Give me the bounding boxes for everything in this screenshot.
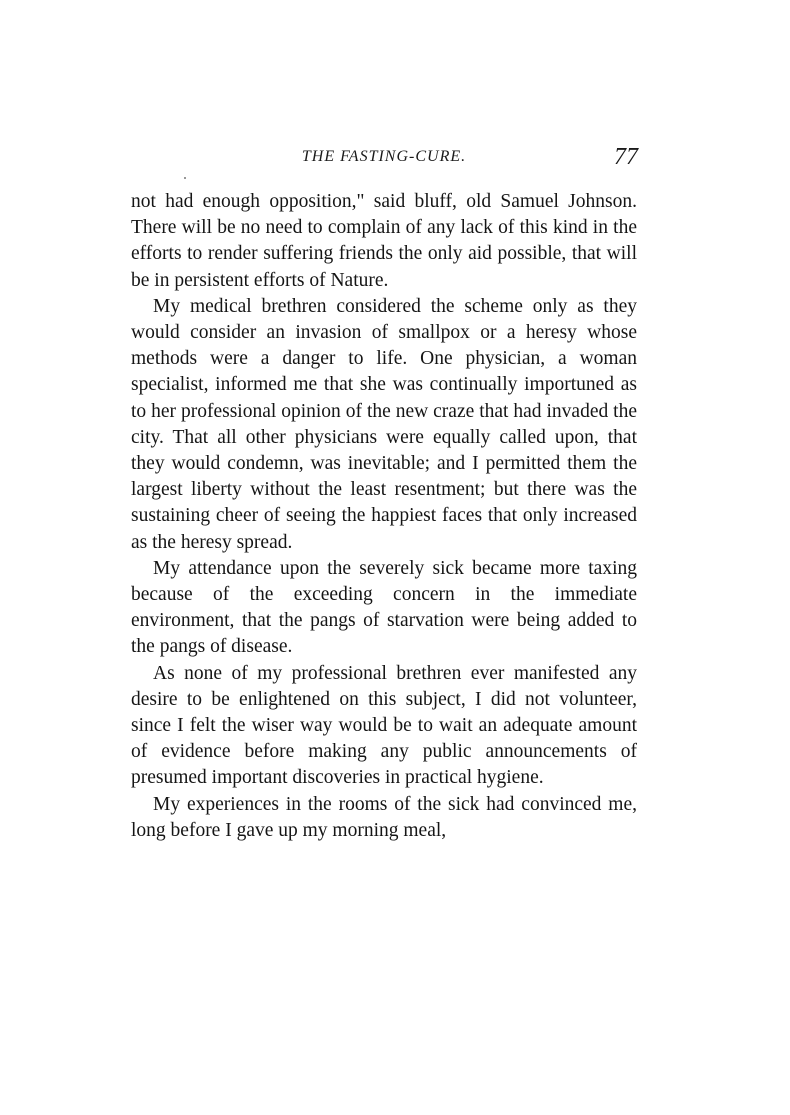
paragraph-attendance: My attendance upon the severely sick became more taxing because of the exceeding concern in the immediate environment, that the pangs of starvation were being added to the pangs of disease. <box>131 557 637 658</box>
running-head <box>130 140 638 174</box>
running-title: THE FASTING-CURE. <box>301 148 467 165</box>
paragraph-medical-brethren: My medical brethren considered the scheme only as they would consider an invasion of smallpox or a heresy whose methods were a danger to life. One physician, a woman specialist, informed me that she was continually importuned as to her professional opinion of the new craze that had invaded the city. That all other physicians were equally called upon, that they would condemn, was inevitable; and I permitted them the largest liberty without the least resentment; but there was the sustaining cheer of seeing the happiest faces that only increased as the heresy spread. <box>131 295 637 553</box>
paragraph-continuation: not had enough opposition," said bluff, old Samuel Johnson. There will be no need to complain of any lack of this kind in the efforts to render suffering friends the only aid possible, that will be in persistent efforts of Nature. <box>131 191 637 291</box>
page-number: 77 <box>614 144 638 170</box>
body-text <box>131 189 637 844</box>
paragraph-experiences: My experiences in the rooms of the sick had convinced me, long before I gave up my morning meal, <box>131 793 637 841</box>
print-speck <box>184 177 186 179</box>
paragraph-none-of-my-brethren: As none of my professional brethren ever manifested any desire to be enlightened on this subject, I did not volunteer, since I felt the wiser way would be to wait an adequate amount of evidence before making any public announcements of presumed important discoveries in practical hygiene. <box>131 662 637 789</box>
